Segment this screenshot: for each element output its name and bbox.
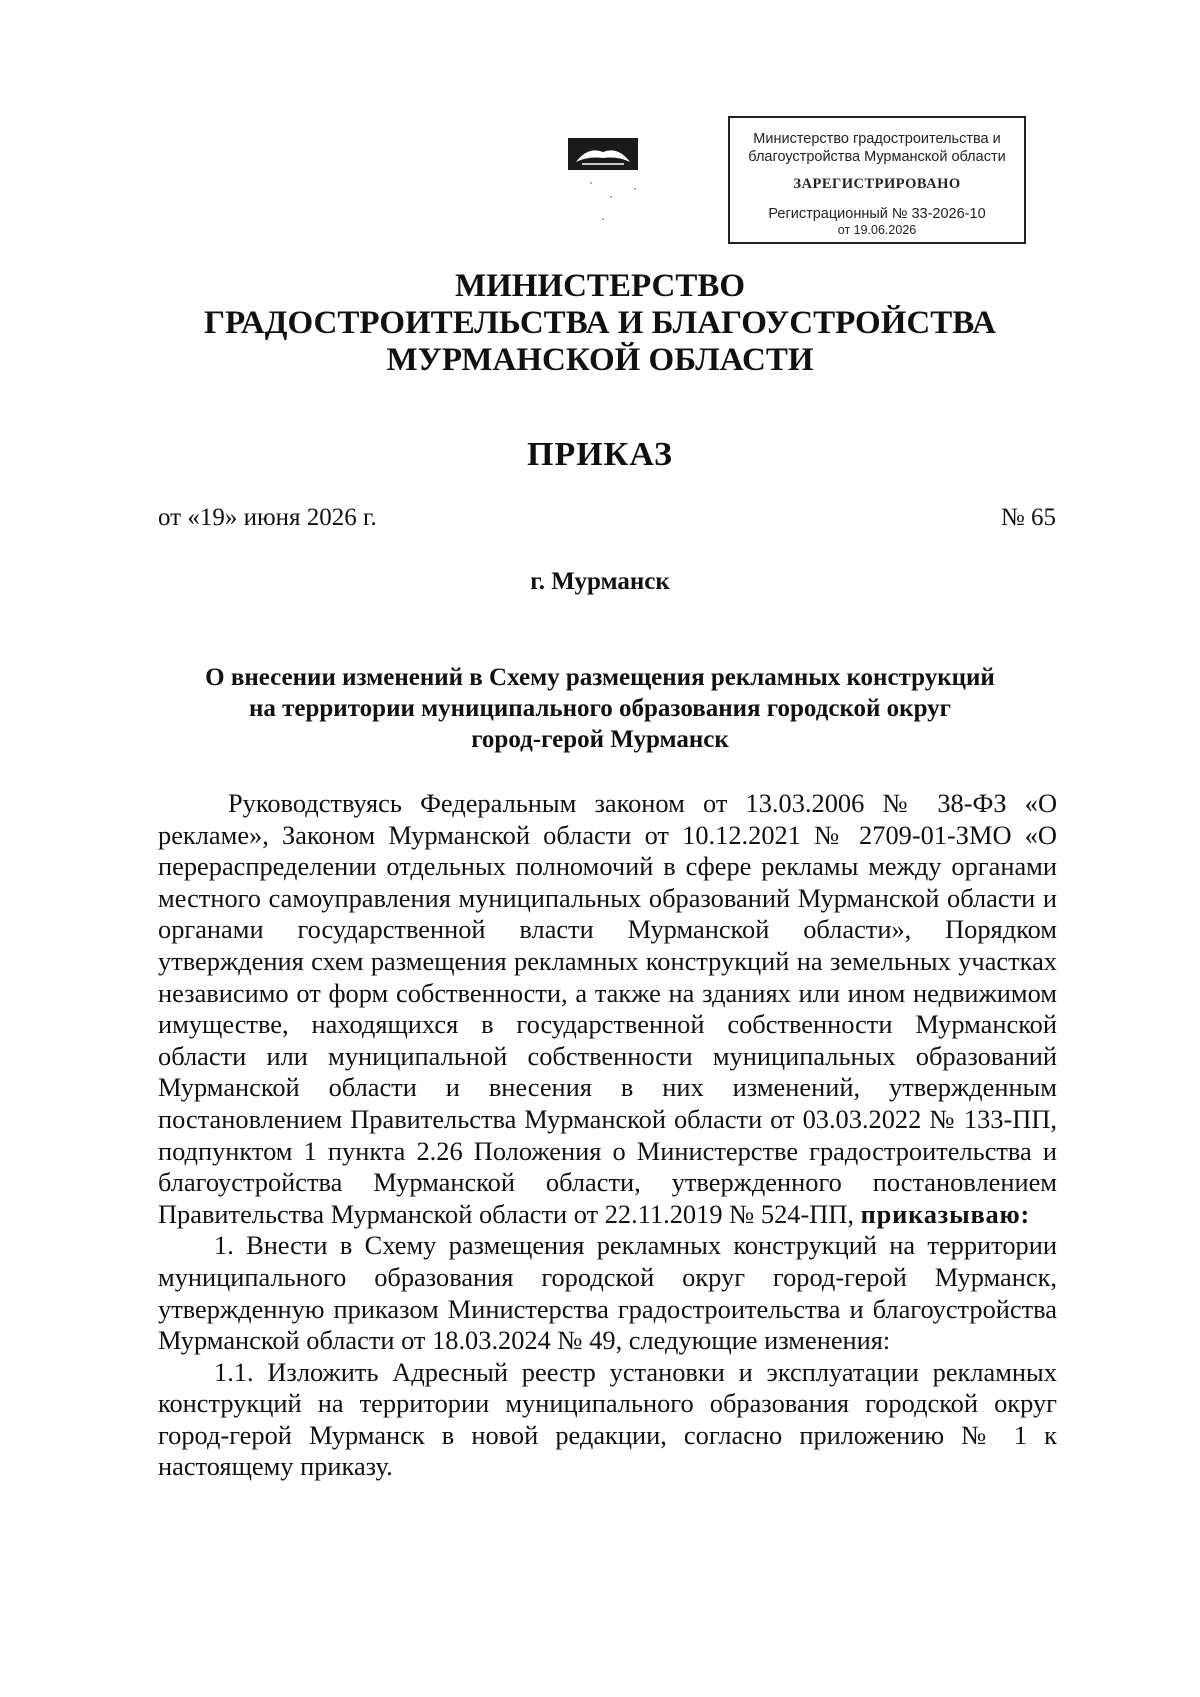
preamble-paragraph <box>158 788 1057 1230</box>
order-date: от «19» июня 2026 г. <box>158 504 377 531</box>
order-word: приказываю: <box>860 1198 1031 1229</box>
ministry-title-line1: МИНИСТЕРСТВО <box>454 268 746 304</box>
stamp-registration-number: Регистрационный № 33-2026-10 <box>768 206 986 222</box>
scan-speck <box>590 182 592 184</box>
city-name: г. Мурманск <box>530 568 670 595</box>
clause-1: 1. Внести в Схему размещения рекламных конструкций на территории муниципального образования городской округ город-герой Мурманск, утвержденную приказом Министерства градостроительства и благоустройства Мурманской области от 18.03.2024 № 49, следующие изменения: <box>158 1230 1057 1356</box>
stamp-date: от 19.06.2026 <box>837 223 917 237</box>
registration-stamp <box>728 116 1026 244</box>
subject-line3: город-герой Мурманск <box>471 726 729 753</box>
ministry-title <box>100 268 1100 379</box>
preamble-text: Руководствуясь Федеральным законом от 13.03.2006 № 38-ФЗ «О рекламе», Законом Мурманской области от 10.12.2021 № 2709-01-ЗМО «О перераспределении отдельных полномочий в сфере рекламы между органами местного самоуправления муниципальных образований Мурманской области и органами государственной власти Мурманской области», Порядком утверждения схем размещения рекламных конструкций на земельных участках независимо от форм собственности, а также на зданиях или ином недвижимом имуществе, находящихся в государственной собственности Мурманской области или муниципальной собственности муниципальных образований Мурманской области и внесения в них изменений, утвержденным постановлением Правительства Мурманской области от 03.03.2022 № 133-ПП, подпунктом 1 пункта 2.26 Положения о Министерстве градостроительства и благоустройства Мурманской области, утвержденного постановлением Правительства Мурманской области от 22.11.2019 № 524-ПП, <box>158 788 1057 1229</box>
scan-speck <box>602 218 604 220</box>
scan-speck <box>610 196 612 198</box>
subject-line2: на территории муниципального образования городской округ <box>248 695 952 722</box>
clause-1-1: 1.1. Изложить Адресный реестр установки и эксплуатации рекламных конструкций на территории муниципального образования городской округ город-герой Мурманск в новой редакции, согласно приложению № 1 к настоящему приказу. <box>158 1356 1057 1482</box>
coat-of-arms-icon <box>568 138 638 170</box>
stamp-org-line1: Министерство градостроительства и <box>753 131 1001 147</box>
order-body <box>158 788 1057 1483</box>
document-type: ПРИКАЗ <box>527 436 673 473</box>
scan-speck <box>634 188 636 190</box>
stamp-organization <box>730 130 1024 166</box>
stamp-org-line2: благоустройства Мурманской области <box>748 149 1006 165</box>
ministry-title-line3: МУРМАНСКОЙ ОБЛАСТИ <box>386 342 814 378</box>
ministry-title-line2: ГРАДОСТРОИТЕЛЬСТВА И БЛАГОУСТРОЙСТВА <box>204 305 996 341</box>
stamp-status: ЗАРЕГИСТРИРОВАНО <box>793 176 961 192</box>
subject-line1: О внесении изменений в Схему размещения рекламных конструкций <box>205 664 995 691</box>
order-number: № 65 <box>1000 504 1056 531</box>
order-subject <box>100 662 1100 755</box>
